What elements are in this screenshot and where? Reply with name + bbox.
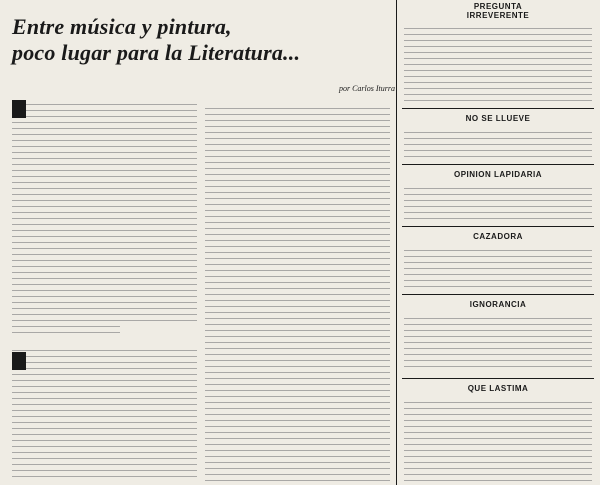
sidebar-text-no-se-llueve [404,128,592,158]
paragraph-end-space [120,322,197,336]
sidebar-text-ignorancia [404,314,592,372]
sidebar-text-opinion [404,184,592,220]
sidebar-rule [402,378,594,379]
article-column-1 [12,100,197,480]
drop-cap-2 [12,352,26,370]
drop-cap-1 [12,100,26,118]
sidebar-text-que-lastima [404,398,592,482]
article-byline: por Carlos Iturra [338,84,395,93]
article-headline [12,14,392,66]
paragraph-break [12,336,197,350]
sidebar-rule [402,226,594,227]
sidebar-briefs [402,0,594,485]
sidebar-heading-cazadora: CAZADORA [473,232,523,241]
sidebar-rule [402,294,594,295]
sidebar-heading-pregunta: PREGUNTA IRREVERENTE [466,2,530,20]
sidebar-heading-opinion: OPINION LAPIDARIA [453,170,543,179]
article-column-2 [205,104,390,484]
sidebar-rule [402,108,594,109]
headline-line-1: Entre música y pintura, [12,14,232,39]
headline-line-2: poco lugar para la Literatura... [12,40,301,65]
sidebar-rule [402,164,594,165]
sidebar-heading-no-se-llueve: NO SE LLUEVE [465,114,531,123]
sidebar-text-pregunta [404,24,592,104]
sidebar-heading-que-lastima: QUE LASTIMA [467,384,529,393]
column-divider [396,0,397,485]
sidebar-text-cazadora [404,246,592,288]
sidebar-heading-ignorancia: IGNORANCIA [469,300,527,309]
